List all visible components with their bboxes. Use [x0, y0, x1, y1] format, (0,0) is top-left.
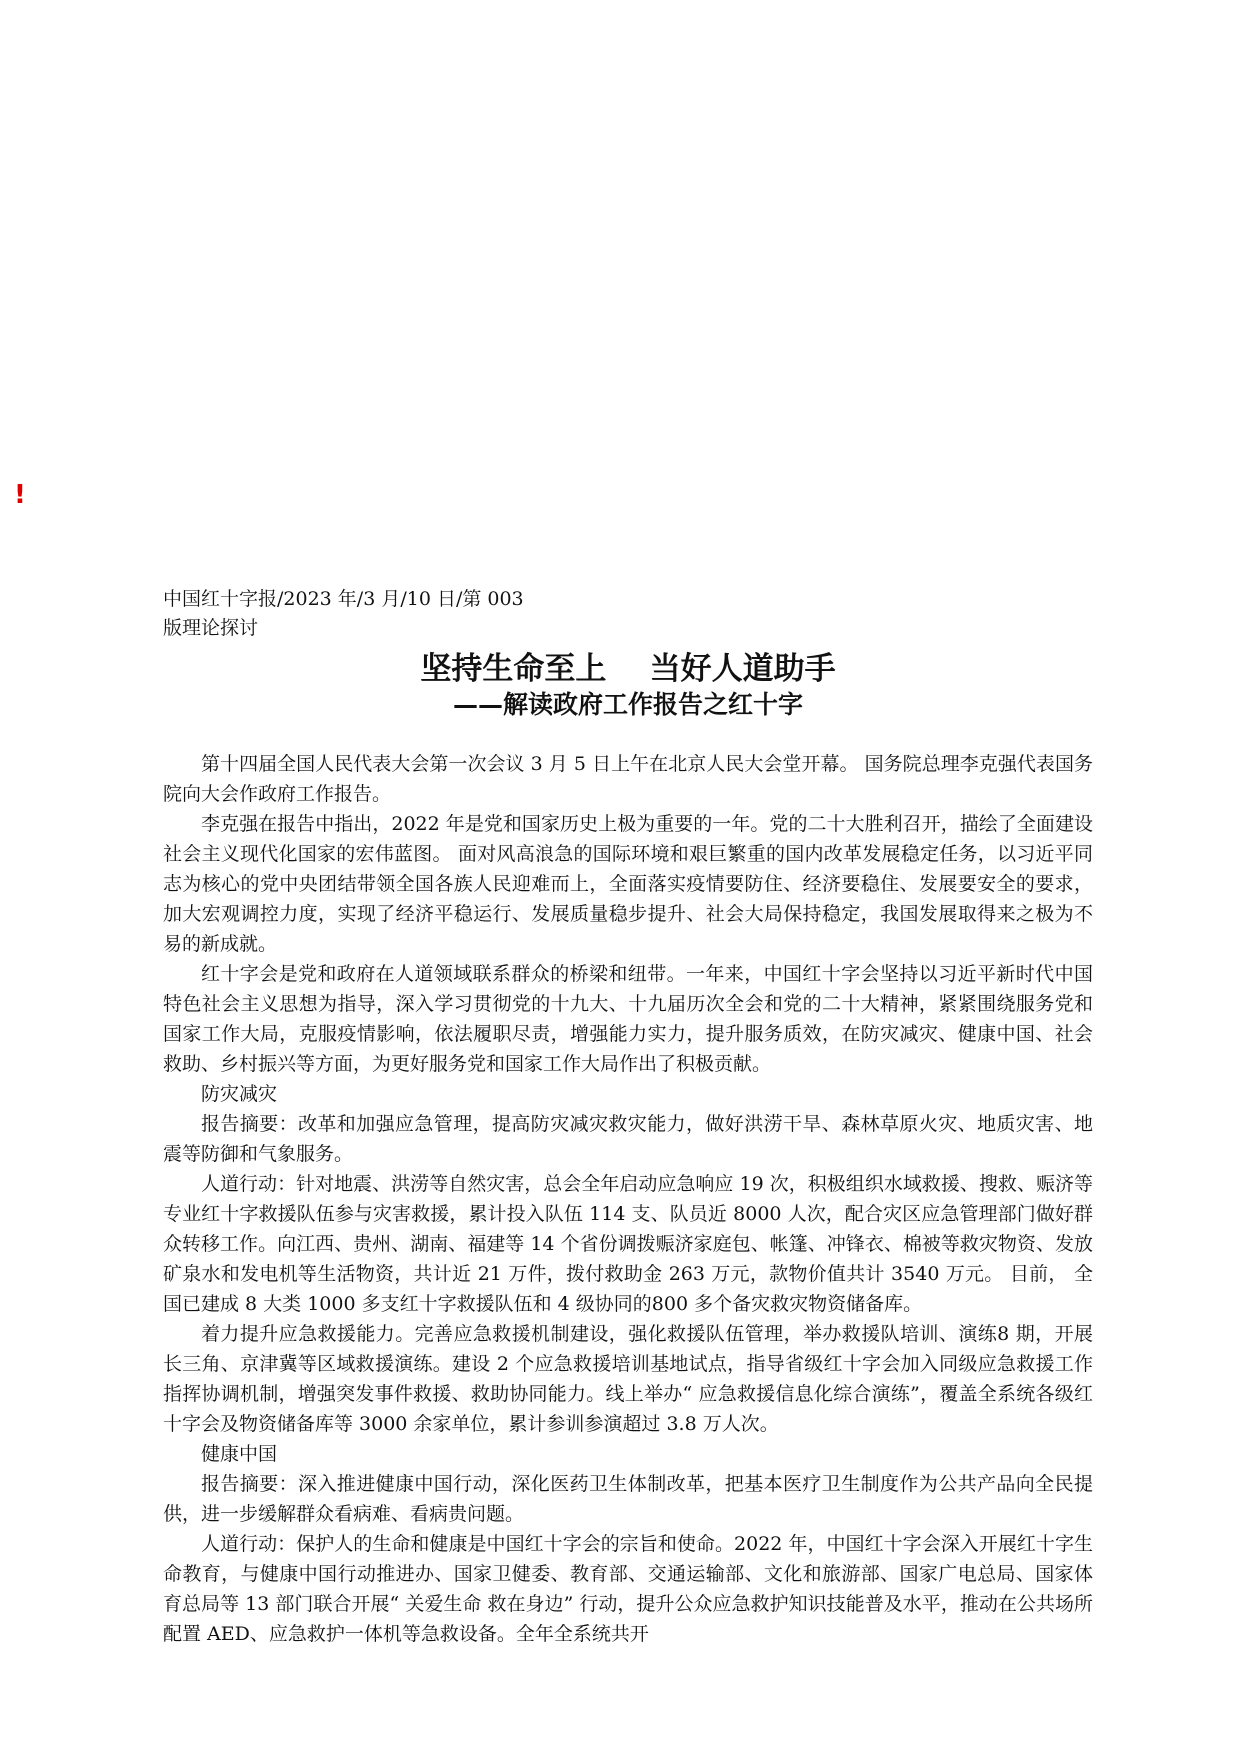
paragraph-disaster-summary: 报告摘要：改革和加强应急管理，提高防灾减灾救灾能力，做好洪涝干旱、森林草原火灾、地质灾害、地震等防御和气象服务。	[163, 1113, 1093, 1165]
article-title: 坚持生命至上 当好人道助手	[420, 651, 836, 687]
document-page	[163, 585, 1093, 1649]
section-heading-health: 健康中国	[201, 1443, 278, 1465]
source-line	[163, 585, 1093, 643]
paragraph-health-action: 人道行动：保护人的生命和健康是中国红十字会的宗旨和使命。2022 年，中国红十字会深入开展红十字生命教育，与健康中国行动推进办、国家卫健委、教育部、交通运输部、文化和旅游部、国家广电总局、国家体育总局等 13 部门联合开展“ 关爱生命 救在身边” 行动，提升公众应急救护知识技能普及水平，推动在公共场所配置 AED、应急救护一体机等急救设备。全年全系统共开	[163, 1533, 1093, 1645]
article-subtitle: ——解读政府工作报告之红十字	[452, 690, 803, 719]
paragraph-health-summary: 报告摘要：深入推进健康中国行动，深化医药卫生体制改革，把基本医疗卫生制度作为公共产品向全民提供，进一步缓解群众看病难、看病贵问题。	[163, 1473, 1093, 1525]
source-line-1: 中国红十字报/2023 年/3 月/10 日/第 003	[163, 588, 524, 610]
article-body	[163, 749, 1093, 1649]
paragraph-intro: 第十四届全国人民代表大会第一次会议 3 月 5 日上午在北京人民大会堂开幕。 国务院总理李克强代表国务院向大会作政府工作报告。	[163, 753, 1093, 805]
section-heading-disaster: 防灾减灾	[201, 1083, 278, 1105]
paragraph-disaster-action: 人道行动：针对地震、洪涝等自然灾害，总会全年启动应急响应 19 次，积极组织水域救援、搜救、赈济等专业红十字救援队伍参与灾害救援，累计投入队伍 114 支、队员近 8000 人次，配合灾区应急管理部门做好群众转移工作。向江西、贵州、湖南、福建等 14 个省份调拨赈济家庭包、帐篷、冲锋衣、棉被等救灾物资、发放矿泉水和发电机等生活物资，共计近 21 万件，拨付救助金 263 万元，款物价值共计 3540 万元。 目前， 全国已建成 8 大类 1000 多支红十字救援队伍和 4 级协同的800 多个备灾救灾物资储备库。	[163, 1173, 1093, 1315]
paragraph-emergency-capacity: 着力提升应急救援能力。完善应急救援机制建设，强化救援队伍管理，举办救援队培训、演练8 期，开展长三角、京津冀等区域救援演练。建设 2 个应急救援培训基地试点，指导省级红十字会加入同级应急救援工作指挥协调机制，增强突发事件救援、救助协同能力。线上举办“ 应急救援信息化综合演练”，覆盖全系统各级红十字会及物资储备库等 3000 余家单位，累计参训参演超过 3.8 万人次。	[163, 1323, 1093, 1435]
paragraph-report-summary: 李克强在报告中指出，2022 年是党和国家历史上极为重要的一年。党的二十大胜利召开，描绘了全面建设社会主义现代化国家的宏伟蓝图。 面对风高浪急的国际环境和艰巨繁重的国内改革发展稳定任务，以习近平同志为核心的党中央团结带领全国各族人民迎难而上，全面落实疫情要防住、经济要稳住、发展要安全的要求，加大宏观调控力度，实现了经济平稳运行、发展质量稳步提升、社会大局保持稳定，我国发展取得来之极为不易的新成就。	[163, 813, 1093, 955]
source-line-2: 版理论探讨	[163, 617, 259, 639]
error-mark: !	[14, 480, 26, 510]
paragraph-red-cross-role: 红十字会是党和政府在人道领域联系群众的桥梁和纽带。一年来，中国红十字会坚持以习近平新时代中国特色社会主义思想为指导，深入学习贯彻党的十九大、十九届历次全会和党的二十大精神，紧紧围绕服务党和国家工作大局，克服疫情影响，依法履职尽责，增强能力实力，提升服务质效，在防灾减灾、健康中国、社会救助、乡村振兴等方面，为更好服务党和国家工作大局作出了积极贡献。	[163, 963, 1093, 1075]
